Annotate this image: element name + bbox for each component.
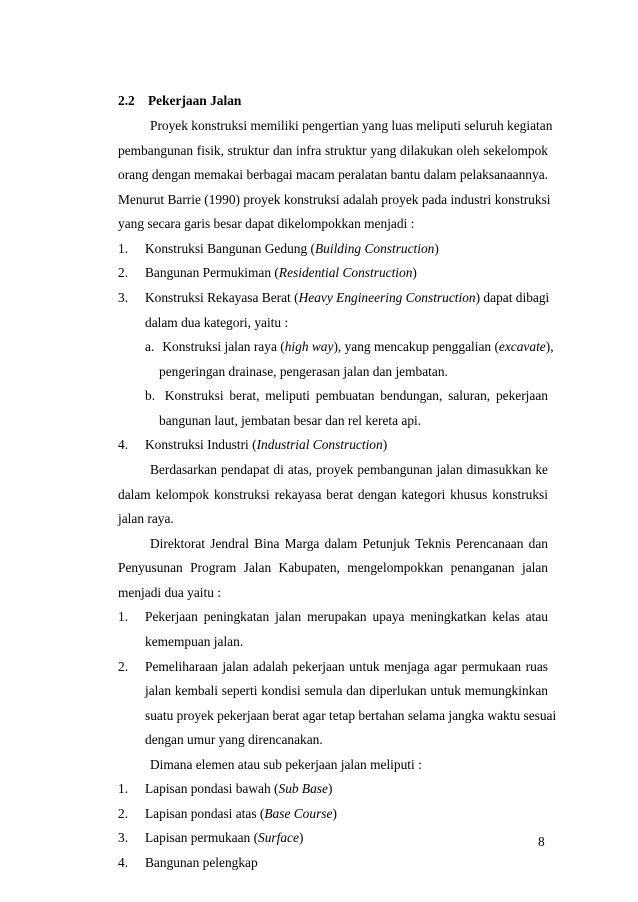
list-item: 2. Bangunan Permukiman (Residential Construction): [118, 265, 417, 280]
paragraph-line: Penyusunan Program Jalan Kabupaten, mengelompokkan penanganan jalan: [118, 560, 548, 575]
list-item: 2. Pemeliharaan jalan adalah pekerjaan untuk menjaga agar permukaan ruas: [118, 659, 548, 674]
list-item-continuation: dengan umur yang direncanakan.: [145, 732, 323, 747]
paragraph-line: pembangunan fisik, struktur dan infra struktur yang dilakukan oleh sekelompok: [118, 143, 548, 158]
section-heading: [118, 92, 548, 110]
list-item-continuation: dalam dua kategori, yaitu :: [145, 315, 289, 330]
list-item: 4. Konstruksi Industri (Industrial Construction): [118, 437, 388, 452]
section-title: Pekerjaan Jalan: [148, 93, 242, 108]
sub-list-continuation: bangunan laut, jembatan besar dan rel kereta api.: [159, 413, 422, 428]
paragraph-line: dalam kelompok konstruksi rekayasa berat dengan kategori khusus konstruksi: [118, 487, 548, 502]
paragraph-line: Menurut Barrie (1990) proyek konstruksi adalah proyek pada industri konstruksi: [118, 192, 551, 207]
section-number: 2.2: [118, 93, 135, 108]
sub-list-item: b. Konstruksi berat, meliputi pembuatan bendungan, saluran, pekerjaan: [145, 388, 548, 403]
paragraph-line: menjadi dua yaitu :: [118, 585, 222, 600]
page-number: 8: [538, 834, 545, 849]
list-item: 4. Bangunan pelengkap: [118, 855, 258, 870]
paragraph-line: Berdasarkan pendapat di atas, proyek pembangunan jalan dimasukkan ke: [150, 462, 548, 477]
paragraph-line: yang secara garis besar dapat dikelompokkan menjadi :: [118, 216, 415, 231]
list-item: 1. Konstruksi Bangunan Gedung (Building Construction): [118, 241, 439, 256]
list-item: 1. Pekerjaan peningkatan jalan merupakan upaya meningkatkan kelas atau: [118, 609, 548, 624]
list-item: 2. Lapisan pondasi atas (Base Course): [118, 806, 337, 821]
sub-list-item: a. Konstruksi jalan raya (high way), yang mencakup penggalian (excavate),: [145, 339, 554, 354]
sub-list-continuation: pengeringan drainase, pengerasan jalan dan jembatan.: [159, 364, 448, 379]
list-item-continuation: suatu proyek pekerjaan berat agar tetap bertahan selama jangka waktu sesuai: [145, 708, 557, 723]
paragraph-line: Dimana elemen atau sub pekerjaan jalan meliputi :: [150, 757, 422, 772]
list-item-continuation: kemempuan jalan.: [145, 634, 244, 649]
paragraph-line: orang dengan memakai berbagai macam peralatan bantu dalam pelaksanaannya.: [118, 167, 548, 182]
list-item: 3. Konstruksi Rekayasa Berat (Heavy Engineering Construction) dapat dibagi: [118, 290, 550, 305]
list-item: 1. Lapisan pondasi bawah (Sub Base): [118, 781, 333, 796]
list-item-continuation: jalan kembali seperti kondisi semula dan diperlukan untuk memungkinkan: [145, 683, 548, 698]
paragraph-line: jalan raya.: [118, 511, 174, 526]
list-item: 3. Lapisan permukaan (Surface): [118, 830, 304, 845]
paragraph-line: Direktorat Jendral Bina Marga dalam Petunjuk Teknis Perencanaan dan: [150, 536, 548, 551]
paragraph-line: Proyek konstruksi memiliki pengertian yang luas meliputi seluruh kegiatan: [150, 118, 553, 133]
